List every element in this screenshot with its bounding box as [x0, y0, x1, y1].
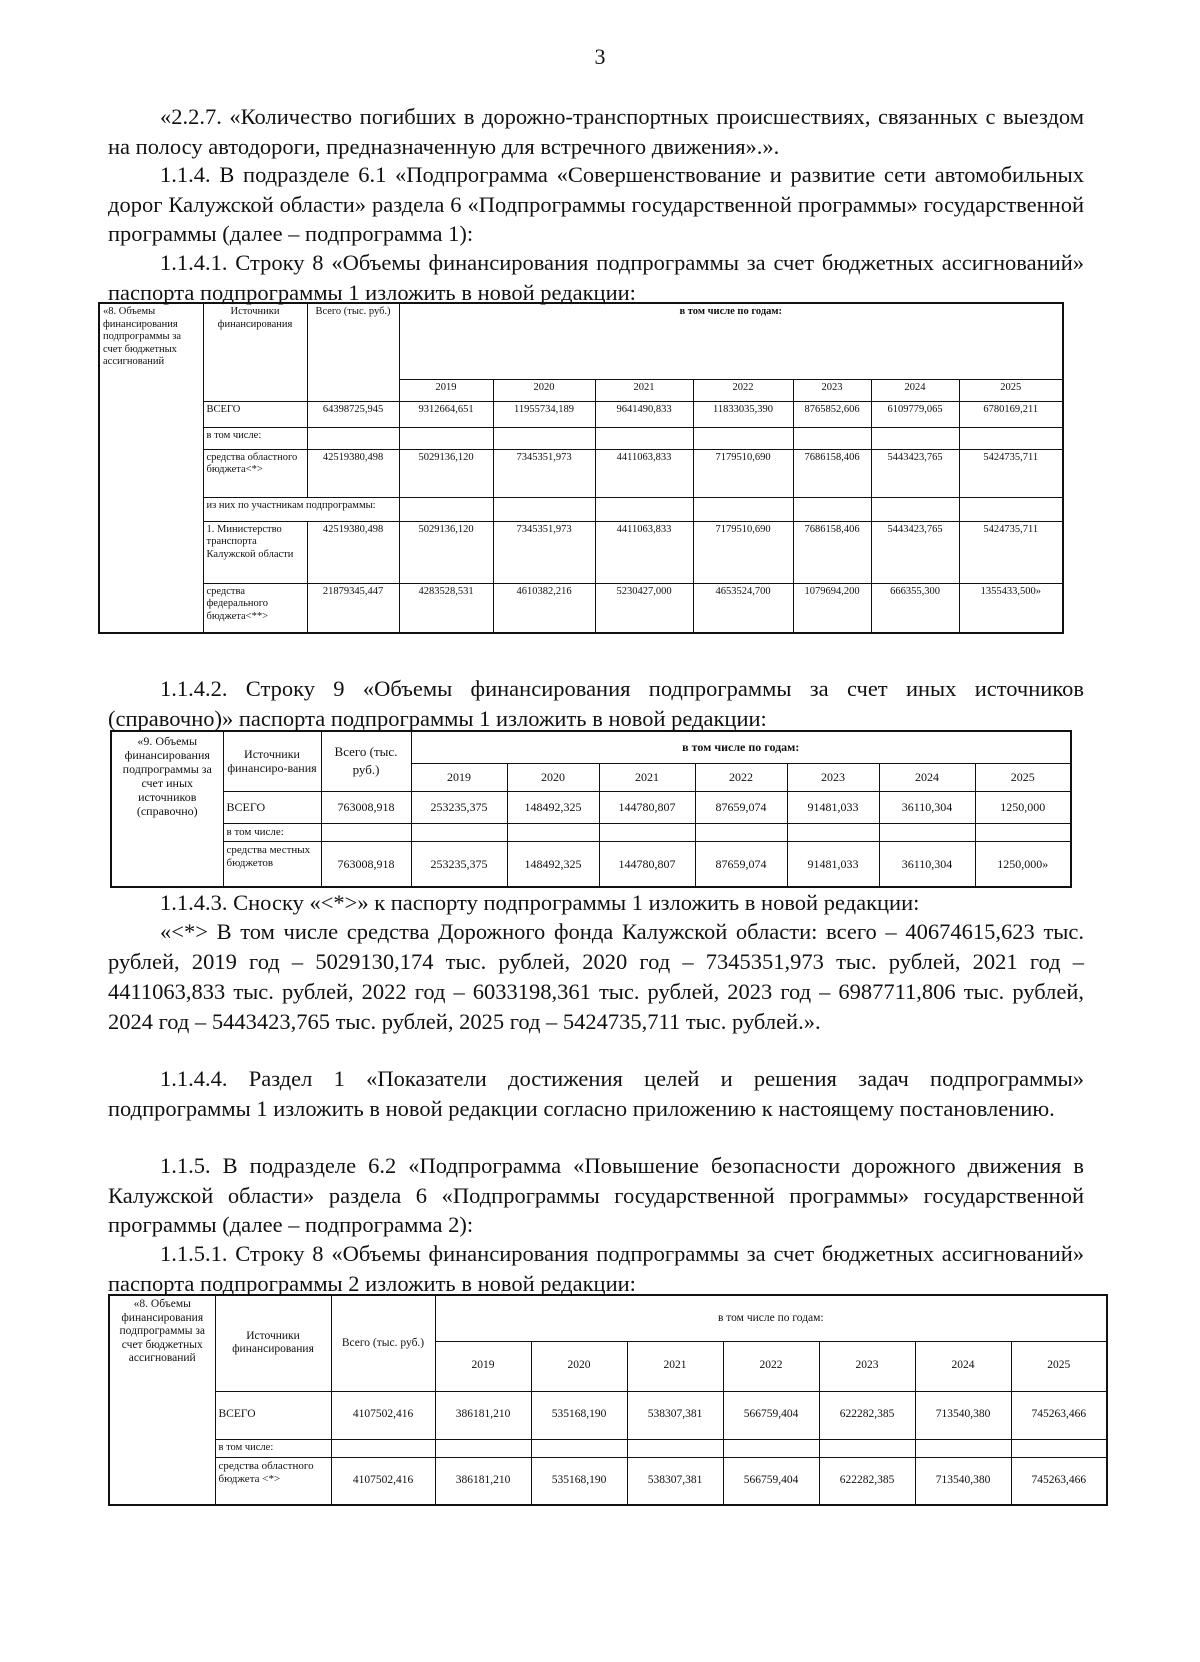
table2-cell-value: 87659,074 — [695, 841, 787, 887]
table1-cell-value: 5424735,711 — [959, 521, 1063, 583]
table2-empty-cell — [507, 823, 599, 841]
table-row — [99, 521, 1063, 583]
table3-cell-value: 535168,190 — [531, 1391, 627, 1439]
table1-empty-cell — [793, 427, 871, 449]
table3-year-header: 2025 — [1011, 1341, 1107, 1391]
table2-empty-cell — [321, 823, 411, 841]
table2-cell-label: в том числе: — [223, 823, 321, 841]
table2-empty-cell — [975, 823, 1071, 841]
table2-empty-cell — [695, 823, 787, 841]
table3-year-header: 2020 — [531, 1341, 627, 1391]
table3-year-header: 2023 — [819, 1341, 915, 1391]
table3-cell-label: в том числе: — [215, 1439, 331, 1457]
table1-empty-cell — [693, 427, 793, 449]
table3-empty-cell — [819, 1439, 915, 1457]
table1-cell-label: средства федерального бюджета<**> — [203, 583, 307, 633]
table1-cell-label: из них по участникам подпрограммы: — [203, 497, 399, 521]
table1-empty-cell — [595, 497, 693, 521]
table1-cell-value: 7345351,973 — [493, 521, 595, 583]
table-row — [99, 401, 1063, 427]
table-row — [99, 583, 1063, 633]
table-row — [109, 1439, 1107, 1457]
table1-cell-value: 4411063,833 — [595, 449, 693, 497]
table1-empty-cell — [693, 497, 793, 521]
paragraph-1-1-5-1: 1.1.5.1. Строку 8 «Объемы финансирования подпрограммы за счет бюджетных ассигнований» паспорта подпрограммы 2 изложить в новой редакции: — [108, 1241, 1084, 1296]
table2-empty-cell — [879, 823, 975, 841]
table3-cell-value: 745263,466 — [1011, 1457, 1107, 1505]
table1-cell-value: 4610382,216 — [493, 583, 595, 633]
table2-cell-value: 1250,000» — [975, 841, 1071, 887]
table1-header-source: Источники финансирования — [203, 303, 307, 401]
table-row — [99, 497, 1063, 521]
table2-year-header: 2025 — [975, 763, 1071, 791]
table1-cell-value: 1079694,200 — [793, 583, 871, 633]
page-number: 3 — [594, 44, 606, 69]
table1-cell-value: 6109779,065 — [871, 401, 959, 427]
table2-header-years-group: в том числе по годам: — [411, 731, 1071, 763]
table1-empty-cell — [307, 427, 399, 449]
paragraph-2-2-7: «2.2.7. «Количество погибших в дорожно-транспортных происшествиях, связанных с выездом на полосу автодороги, предназначенную для встречного движения».». — [108, 104, 1084, 159]
table-row — [109, 1391, 1107, 1439]
table3-header-source: Источники финансирования — [215, 1295, 331, 1391]
table1-cell-total: 42519380,498 — [307, 449, 399, 497]
table3-cell-value: 386181,210 — [435, 1457, 531, 1505]
table1-empty-cell — [959, 497, 1063, 521]
table1-cell-total: 42519380,498 — [307, 521, 399, 583]
table1-empty-cell — [959, 427, 1063, 449]
table3-cell-value: 745263,466 — [1011, 1391, 1107, 1439]
table2-year-header: 2022 — [695, 763, 787, 791]
table1-cell-value: 5230427,000 — [595, 583, 693, 633]
table1-cell-total: 64398725,945 — [307, 401, 399, 427]
table3-empty-cell — [331, 1439, 435, 1457]
table3-cell-value: 713540,380 — [915, 1391, 1011, 1439]
table2-header-total: Всего (тыс. руб.) — [321, 731, 411, 791]
table2-row-label: «9. Объемы финансирования подпрограммы за счет иных источников (справочно) — [111, 731, 223, 887]
table3-empty-cell — [915, 1439, 1011, 1457]
table2-year-header: 2020 — [507, 763, 599, 791]
table3-empty-cell — [1011, 1439, 1107, 1457]
table1-empty-cell — [399, 497, 493, 521]
table1-cell-value: 11833035,390 — [693, 401, 793, 427]
table1-cell-value: 11955734,189 — [493, 401, 595, 427]
table1-cell-label: средства областного бюджета<*> — [203, 449, 307, 497]
paragraph-1-1-4: 1.1.4. В подразделе 6.1 «Подпрограмма «Совершенствование и развитие сети автомобильных дорог Калужской области» раздела 6 «Подпрограммы государственной программы» государственной программы (далее – подпрограмма 1): — [108, 162, 1084, 246]
table3-year-header: 2021 — [627, 1341, 723, 1391]
table-subprogram1-other-sources — [110, 730, 1072, 888]
table3-cell-total: 4107502,416 — [331, 1457, 435, 1505]
table1-row-label: «8. Объемы финансирования подпрограммы за счет бюджетных ассигнований — [99, 303, 203, 633]
table1-cell-value: 9641490,833 — [595, 401, 693, 427]
table3-year-header: 2019 — [435, 1341, 531, 1391]
table2-empty-cell — [599, 823, 695, 841]
table-row — [111, 841, 1071, 887]
table1-cell-value: 7179510,690 — [693, 449, 793, 497]
table1-year-header: 2019 — [399, 379, 493, 401]
table1-empty-cell — [399, 427, 493, 449]
table1-empty-cell — [595, 427, 693, 449]
table3-year-header: 2022 — [723, 1341, 819, 1391]
paragraph-1-1-4-1: 1.1.4.1. Строку 8 «Объемы финансирования подпрограммы за счет бюджетных ассигнований» паспорта подпрограммы 1 изложить в новой редакции: — [108, 250, 1084, 305]
table1-cell-label: в том числе: — [203, 427, 307, 449]
table2-year-header: 2019 — [411, 763, 507, 791]
table3-cell-total: 4107502,416 — [331, 1391, 435, 1439]
table3-year-header: 2024 — [915, 1341, 1011, 1391]
table3-cell-value: 538307,381 — [627, 1391, 723, 1439]
table1-empty-cell — [493, 497, 595, 521]
table2-cell-value: 144780,807 — [599, 841, 695, 887]
table1-cell-value: 9312664,651 — [399, 401, 493, 427]
table2-cell-value: 148492,325 — [507, 791, 599, 823]
table3-cell-value: 713540,380 — [915, 1457, 1011, 1505]
table1-year-header: 2022 — [693, 379, 793, 401]
paragraph-footnote-text: «<*> В том числе средства Дорожного фонда Калужской области: всего – 40674615,623 тыс. рублей, 2019 год – 5029130,174 тыс. рублей, 2020 год – 7345351,973 тыс. рублей, 2021 год – 4411063,833 тыс. рублей, 2022 год – 6033198,361 тыс. рублей, 2023 год – 6987711,806 тыс. рублей, 2024 год – 5443423,765 тыс. рублей, 2025 год – 5424735,711 тыс. рублей.». — [108, 919, 1084, 1034]
table2-cell-total: 763008,918 — [321, 841, 411, 887]
table3-row-label: «8. Объемы финансирования подпрограммы за счет бюджетных ассигнований — [109, 1295, 215, 1505]
table1-header-years-group: в том числе по годам: — [399, 303, 1063, 379]
table1-cell-value: 7179510,690 — [693, 521, 793, 583]
table3-header-total: Всего (тыс. руб.) — [331, 1295, 435, 1391]
table3-empty-cell — [627, 1439, 723, 1457]
table2-empty-cell — [787, 823, 879, 841]
table-row — [99, 427, 1063, 449]
table3-cell-value: 566759,404 — [723, 1457, 819, 1505]
table1-cell-value: 1355433,500» — [959, 583, 1063, 633]
paragraph-1-1-4-3: 1.1.4.3. Сноску «<*>» к паспорту подпрограммы 1 изложить в новой редакции: — [160, 890, 920, 915]
table1-year-header: 2023 — [793, 379, 871, 401]
table3-empty-cell — [723, 1439, 819, 1457]
table1-year-header: 2025 — [959, 379, 1063, 401]
table1-cell-value: 5029136,120 — [399, 521, 493, 583]
table1-year-header: 2024 — [871, 379, 959, 401]
paragraph-1-1-4-2: 1.1.4.2. Строку 9 «Объемы финансирования подпрограммы за счет иных источников (справочно)» паспорта подпрограммы 1 изложить в новой редакции: — [108, 676, 1084, 731]
table1-empty-cell — [871, 497, 959, 521]
table-subprogram1-budget — [98, 302, 1064, 634]
table1-cell-value: 5443423,765 — [871, 521, 959, 583]
table1-header-total: Всего (тыс. руб.) — [307, 303, 399, 401]
table2-cell-value: 148492,325 — [507, 841, 599, 887]
table2-cell-value: 91481,033 — [787, 791, 879, 823]
table3-cell-value: 566759,404 — [723, 1391, 819, 1439]
table2-empty-cell — [411, 823, 507, 841]
table2-cell-label: средства местных бюджетов — [223, 841, 321, 887]
table1-year-header: 2020 — [493, 379, 595, 401]
table1-cell-label: 1. Министерство транспорта Калужской области — [203, 521, 307, 583]
table3-header-years-group: в том числе по годам: — [435, 1295, 1107, 1341]
table2-header-source: Источники финансиро-вания — [223, 731, 321, 791]
table1-empty-cell — [871, 427, 959, 449]
table2-cell-label: ВСЕГО — [223, 791, 321, 823]
table2-cell-value: 91481,033 — [787, 841, 879, 887]
table1-cell-value: 4411063,833 — [595, 521, 693, 583]
table2-year-header: 2023 — [787, 763, 879, 791]
table-row — [109, 1457, 1107, 1505]
table1-cell-label: ВСЕГО — [203, 401, 307, 427]
table1-cell-total: 21879345,447 — [307, 583, 399, 633]
table2-cell-value: 36110,304 — [879, 841, 975, 887]
table1-empty-cell — [493, 427, 595, 449]
table2-cell-value: 87659,074 — [695, 791, 787, 823]
table2-year-header: 2024 — [879, 763, 975, 791]
table1-cell-value: 5424735,711 — [959, 449, 1063, 497]
table3-empty-cell — [435, 1439, 531, 1457]
table2-cell-value: 1250,000 — [975, 791, 1071, 823]
table2-cell-value: 144780,807 — [599, 791, 695, 823]
table3-cell-value: 622282,385 — [819, 1457, 915, 1505]
table3-cell-value: 386181,210 — [435, 1391, 531, 1439]
paragraph-1-1-4-4: 1.1.4.4. Раздел 1 «Показатели достижения целей и решения задач подпрограммы» подпрограммы 1 изложить в новой редакции согласно приложению к настоящему постановлению. — [108, 1066, 1084, 1121]
table2-cell-value: 36110,304 — [879, 791, 975, 823]
table2-year-header: 2021 — [599, 763, 695, 791]
table1-cell-value: 7686158,406 — [793, 449, 871, 497]
table3-cell-value: 538307,381 — [627, 1457, 723, 1505]
paragraph-1-1-5: 1.1.5. В подразделе 6.2 «Подпрограмма «Повышение безопасности дорожного движения в Калужской области» раздела 6 «Подпрограммы государственной программы» государственной программы (далее – подпрограмма 2): — [108, 1153, 1084, 1237]
table3-cell-label: ВСЕГО — [215, 1391, 331, 1439]
table-row — [111, 823, 1071, 841]
table1-cell-value: 6780169,211 — [959, 401, 1063, 427]
table-row — [111, 791, 1071, 823]
table3-empty-cell — [531, 1439, 627, 1457]
table2-cell-value: 253235,375 — [411, 841, 507, 887]
table3-cell-value: 535168,190 — [531, 1457, 627, 1505]
table1-cell-value: 5443423,765 — [871, 449, 959, 497]
table3-cell-label: средства областного бюджета <*> — [215, 1457, 331, 1505]
table-row — [99, 449, 1063, 497]
table2-cell-value: 253235,375 — [411, 791, 507, 823]
table1-cell-value: 4283528,531 — [399, 583, 493, 633]
table1-empty-cell — [793, 497, 871, 521]
table3-cell-value: 622282,385 — [819, 1391, 915, 1439]
table2-cell-total: 763008,918 — [321, 791, 411, 823]
table1-cell-value: 7686158,406 — [793, 521, 871, 583]
table1-cell-value: 4653524,700 — [693, 583, 793, 633]
table1-cell-value: 5029136,120 — [399, 449, 493, 497]
table1-year-header: 2021 — [595, 379, 693, 401]
table1-cell-value: 666355,300 — [871, 583, 959, 633]
table-subprogram2-budget — [108, 1294, 1108, 1506]
table1-cell-value: 8765852,606 — [793, 401, 871, 427]
table1-cell-value: 7345351,973 — [493, 449, 595, 497]
